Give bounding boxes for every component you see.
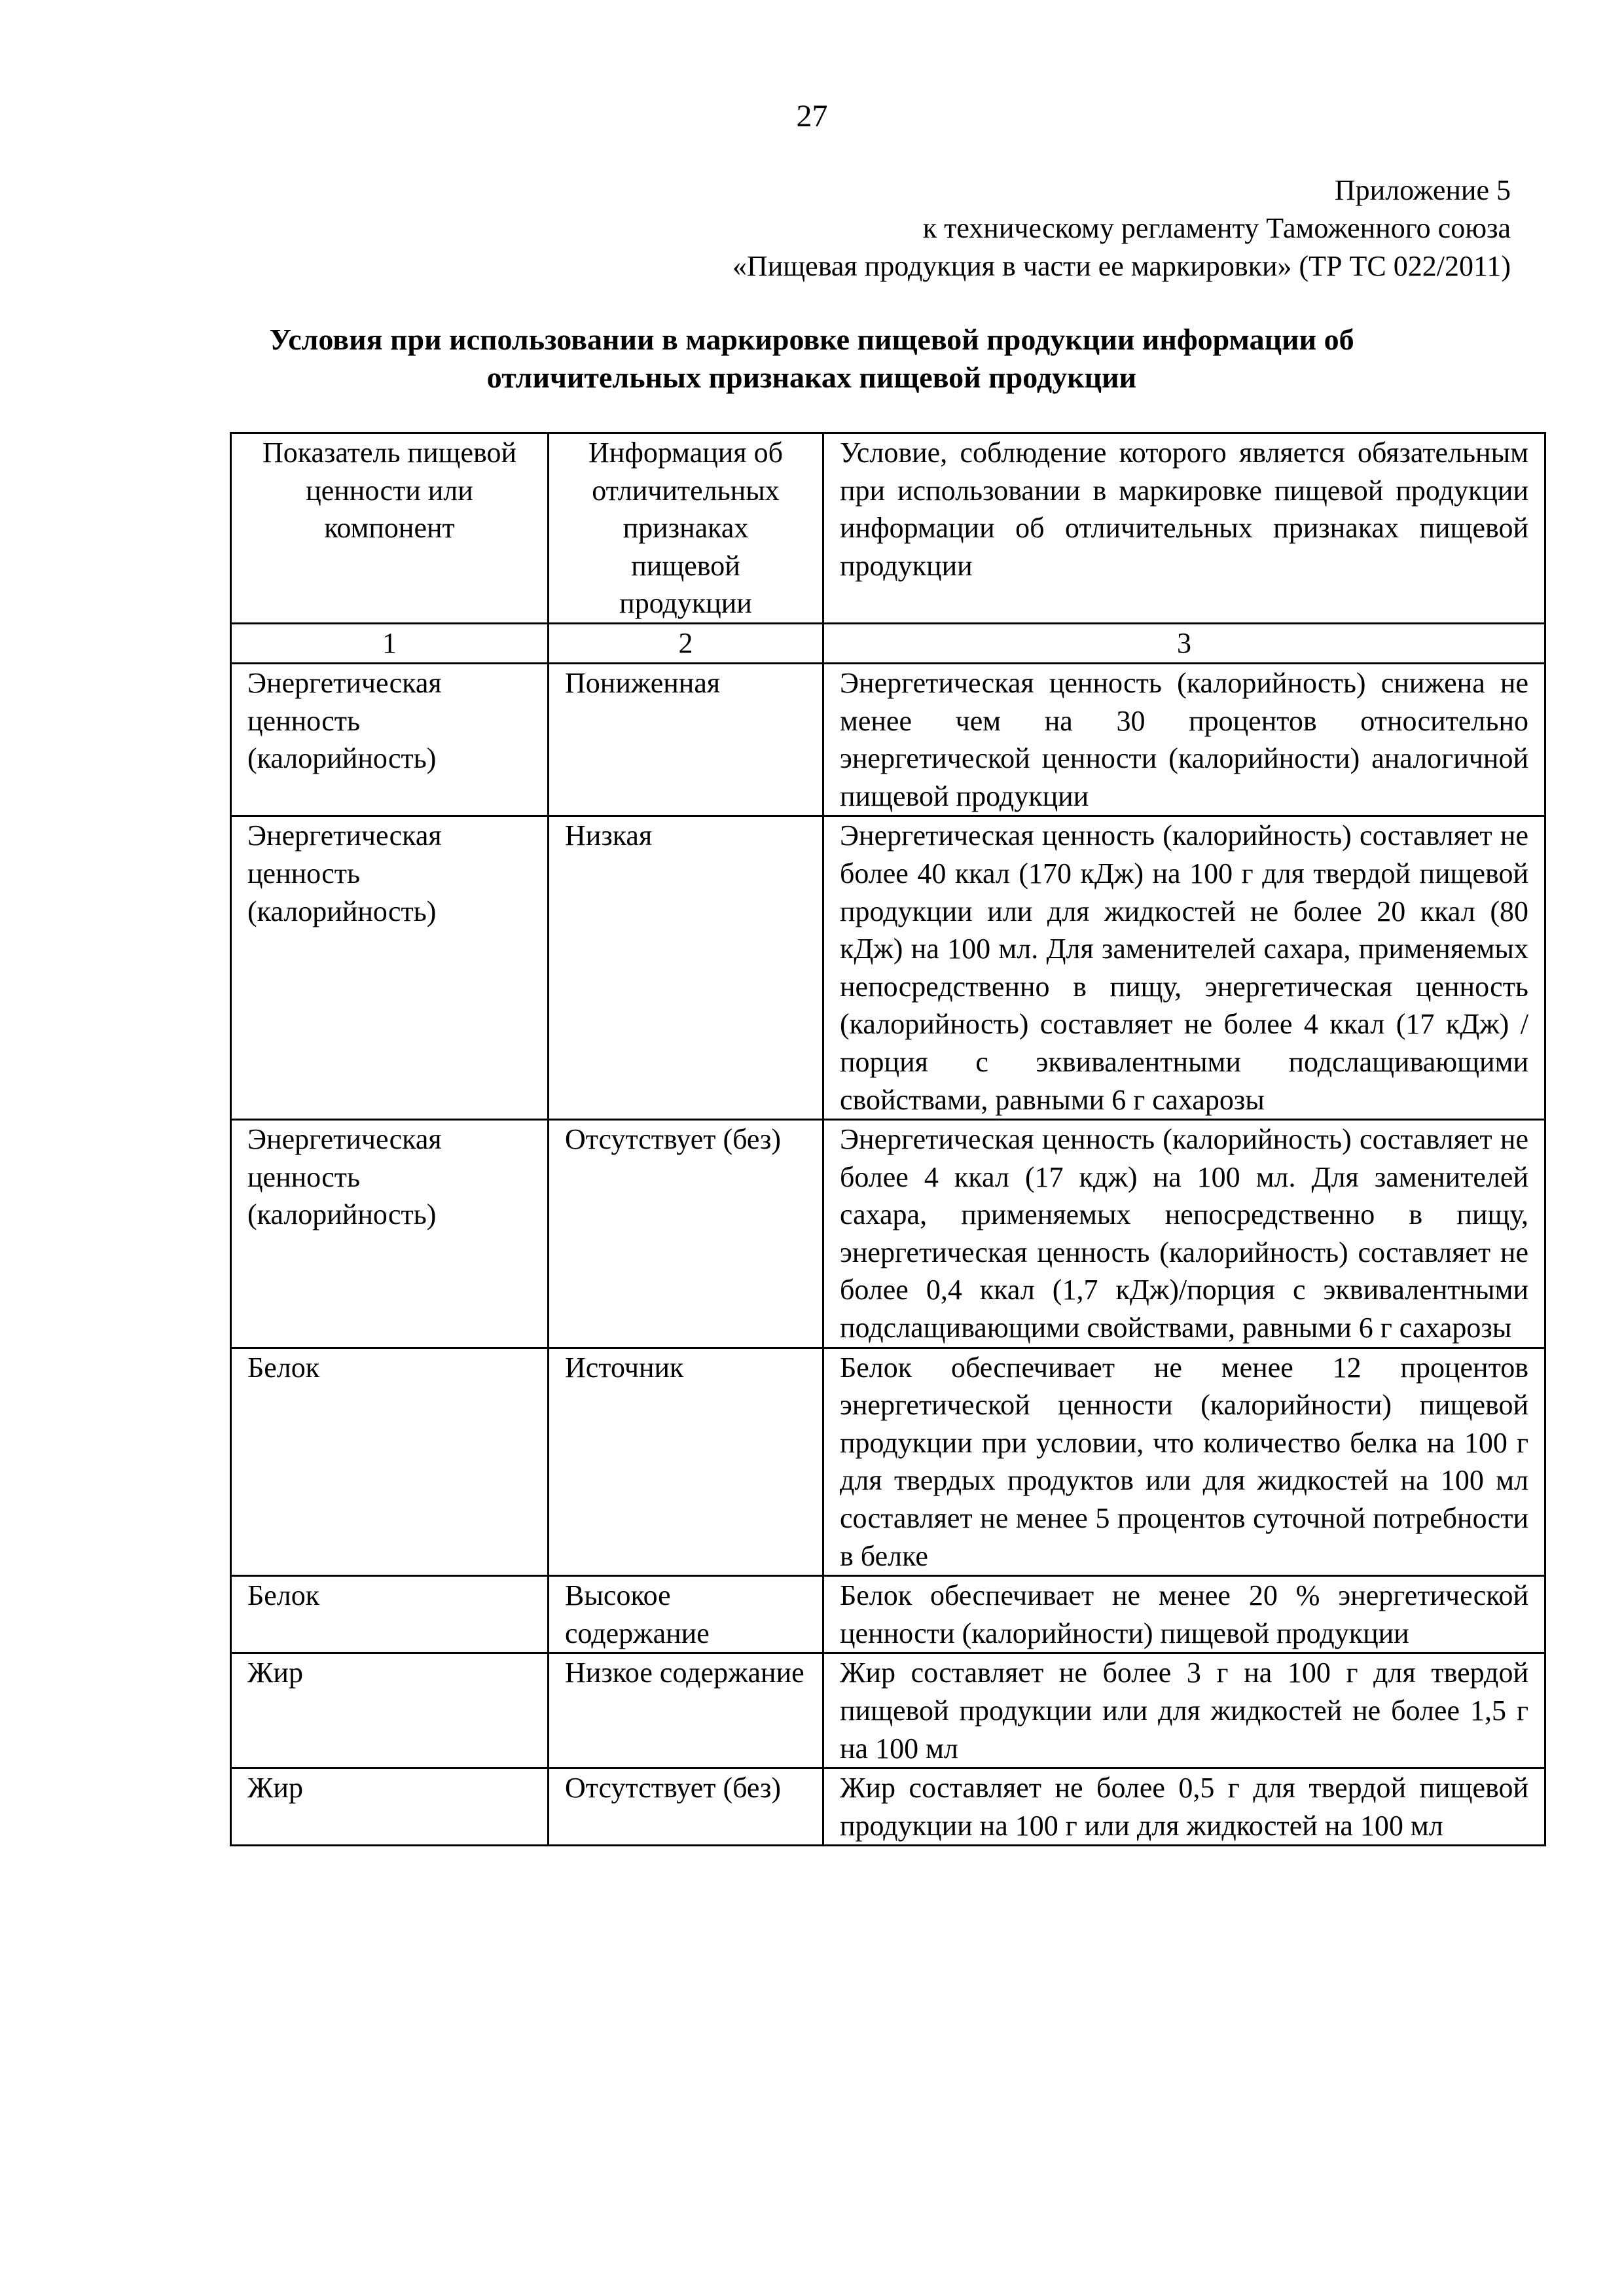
condition-cell: Белок обеспечивает не менее 20 % энергетической ценности (калорийности) пищевой продукции [823, 1576, 1545, 1653]
info-cell: Источник [549, 1348, 823, 1576]
info-cell: Пониженная [549, 663, 823, 816]
table-row [231, 816, 1545, 1120]
indicator-cell: Жир [231, 1653, 549, 1768]
column-number-1: 1 [231, 623, 549, 663]
header-condition: Условие, соблюдение которого является обязательным при использовании в маркировке пищевой продукции информации об отличительных признаках пищевой продукции [823, 433, 1545, 624]
table-row [231, 1768, 1545, 1846]
info-cell: Отсутствует (без) [549, 1120, 823, 1348]
info-cell: Низкое содержание [549, 1653, 823, 1768]
condition-cell: Энергетическая ценность (калорийность) снижена не менее чем на 30 процентов относительно энергетической ценности (калорийности) аналогичной пищевой продукции [823, 663, 1545, 816]
indicator-cell: Энергетическая ценность (калорийность) [231, 663, 549, 816]
indicator-cell: Энергетическая ценность (калорийность) [231, 816, 549, 1120]
appendix-line-2: к техническому регламенту Таможенного союза [922, 212, 1511, 244]
info-cell: Высокое содержание [549, 1576, 823, 1653]
condition-cell: Жир составляет не более 3 г на 100 г для твердой пищевой продукции или для жидкостей не более 1,5 г на 100 мл [823, 1653, 1545, 1768]
table-row [231, 1576, 1545, 1653]
indicator-cell: Белок [231, 1576, 549, 1653]
document-title [196, 321, 1427, 397]
table-header-row [231, 433, 1545, 624]
table-row [231, 1348, 1545, 1576]
table-row [231, 1653, 1545, 1768]
indicator-cell: Жир [231, 1768, 549, 1846]
condition-cell: Белок обеспечивает не менее 12 процентов энергетической ценности (калорийности) пищевой продукции при условии, что количество белка на 100 г для твердых продуктов или для жидкостей на 100 мл составляет не менее 5 процентов суточной потребности в белке [823, 1348, 1545, 1576]
indicator-cell: Белок [231, 1348, 549, 1576]
column-number-2: 2 [549, 623, 823, 663]
table-row [231, 663, 1545, 816]
appendix-line-3: «Пищевая продукция в части ее маркировки» (ТР ТС 022/2011) [732, 250, 1511, 282]
indicator-cell: Энергетическая ценность (калорийность) [231, 1120, 549, 1348]
header-info: Информация об отличительных признаках пищевой продукции [549, 433, 823, 624]
page-number: 27 [796, 99, 828, 134]
column-number-3: 3 [823, 623, 1545, 663]
appendix-reference [563, 171, 1511, 285]
condition-cell: Энергетическая ценность (калорийность) составляет не более 40 ккал (170 кДж) на 100 г для твердой пищевой продукции или для жидкостей не более 20 ккал (80 кДж) на 100 мл. Для заменителей сахара, применяемых непосредственно в пищу, энергетическая ценность (калорийность) составляет не более 4 ккал (17 кДж) /порция с эквивалентными подслащивающими свойствами, равными 6 г сахарозы [823, 816, 1545, 1120]
info-cell: Низкая [549, 816, 823, 1120]
document-title-line-2: отличительных признаках пищевой продукции [486, 361, 1137, 394]
appendix-line-1: Приложение 5 [1334, 174, 1511, 206]
conditions-table [230, 432, 1546, 1846]
column-number-row [231, 623, 1545, 663]
document-title-line-1: Условия при использовании в маркировке пищевой продукции информации об [269, 323, 1354, 356]
condition-cell: Энергетическая ценность (калорийность) составляет не более 4 ккал (17 кдж) на 100 мл. Для заменителей сахара, применяемых непосредственно в пищу, энергетическая ценность (калорийность) составляет не более 0,4 ккал (1,7 кДж)/порция с эквивалентными подслащивающими свойствами, равными 6 г сахарозы [823, 1120, 1545, 1348]
header-indicator: Показатель пищевой ценности или компонент [231, 433, 549, 624]
condition-cell: Жир составляет не более 0,5 г для твердой пищевой продукции на 100 г или для жидкостей на 100 мл [823, 1768, 1545, 1846]
table-row [231, 1120, 1545, 1348]
info-cell: Отсутствует (без) [549, 1768, 823, 1846]
